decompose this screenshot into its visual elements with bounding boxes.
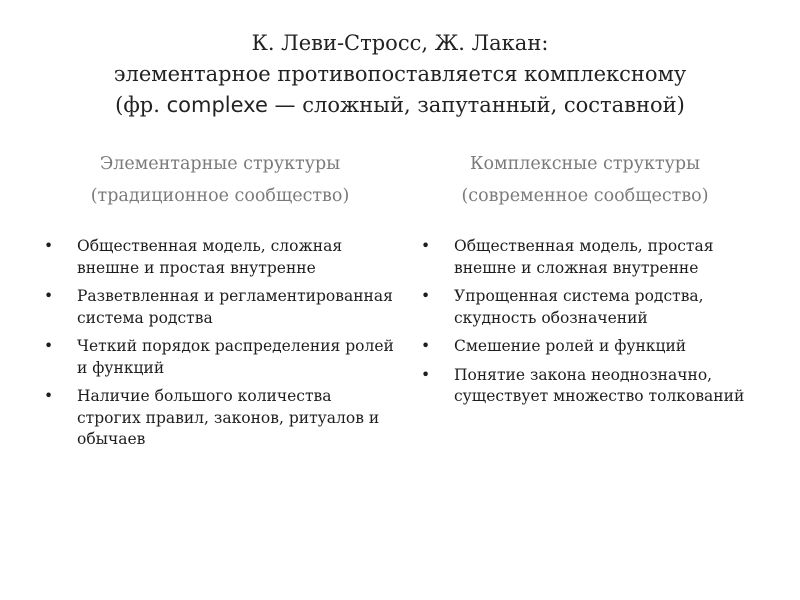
list-item (417, 286, 762, 329)
list-item-text: Общественная модель, простая внешне и сложная внутренне (454, 237, 714, 277)
list-item-text: Общественная модель, сложная внешне и простая внутренне (77, 237, 343, 277)
title-definition-term: complexe — (166, 93, 303, 117)
list-item (417, 336, 762, 358)
left-bullet-list (40, 236, 395, 458)
list-item-text: Смешение ролей и функций (454, 337, 687, 355)
left-column-heading (55, 148, 385, 212)
list-item-text: Разветвленная и регламентированная система родства (77, 287, 393, 327)
list-item-text: Понятие закона неоднозначно, существует множество толкований (454, 365, 745, 405)
bullet-icon: • (421, 287, 431, 305)
list-item-text: Наличие большого количества строгих правил, законов, ритуалов и обычаев (77, 387, 380, 448)
list-item (40, 286, 395, 329)
bullet-icon: • (421, 237, 431, 255)
list-item (40, 336, 395, 379)
list-item-text: Четкий порядок распределения ролей и функций (77, 337, 394, 377)
right-column-heading (420, 148, 750, 212)
bullet-icon: • (421, 337, 431, 355)
bullet-icon: • (44, 337, 54, 355)
list-item-text: Упрощенная система родства, скудность обозначений (454, 287, 704, 327)
list-item (417, 365, 762, 408)
list-item (40, 236, 395, 279)
title-definition-suffix: сложный, запутанный, составной) (302, 93, 685, 117)
list-item (40, 386, 395, 451)
left-heading-subtitle: (традиционное сообщество) (90, 186, 350, 206)
slide-title (40, 28, 760, 121)
right-heading-subtitle: (современное сообщество) (461, 186, 709, 206)
title-line-thesis: элементарное противопоставляется комплексному (113, 62, 687, 86)
title-line-authors: К. Леви-Стросс, Ж. Лакан: (251, 31, 549, 55)
title-line-definition (40, 90, 760, 121)
right-bullet-list (417, 236, 762, 415)
right-heading-title: Комплексные структуры (469, 154, 701, 174)
bullet-icon: • (44, 387, 54, 405)
bullet-icon: • (44, 287, 54, 305)
bullet-icon: • (421, 365, 431, 384)
list-item (417, 236, 762, 279)
left-heading-title: Элементарные структуры (99, 154, 341, 174)
title-definition-prefix: (фр. (115, 93, 167, 117)
bullet-icon: • (44, 237, 54, 255)
